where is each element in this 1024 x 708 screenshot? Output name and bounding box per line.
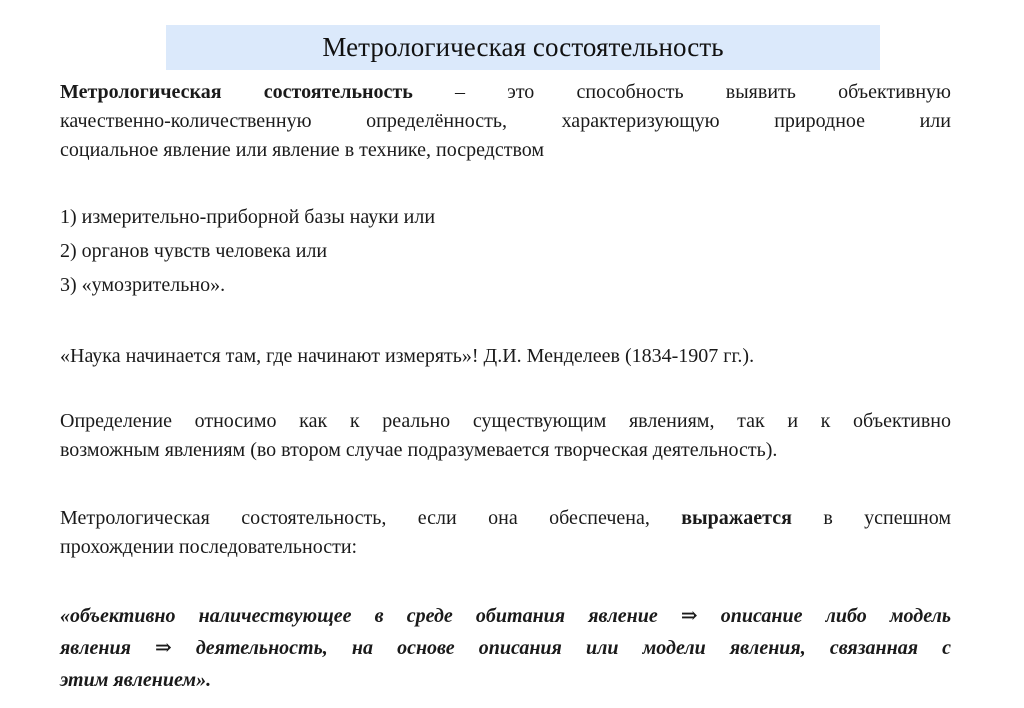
slide-title: Метрологическая состоятельность: [322, 32, 724, 62]
list-item-2: 2) органов чувств человека или: [60, 240, 328, 262]
definition-paragraph: [60, 78, 951, 165]
expression-bold-word: выражается: [681, 507, 792, 529]
definition-line-3: социальное явление или явление в технике, посредством: [60, 139, 545, 161]
list-item-1: 1) измерительно-приборной базы науки или: [60, 206, 436, 228]
list-item-3: 3) «умозрительно».: [60, 274, 226, 296]
definition-line-1: Метрологическая состоятельность – это способность выявить объективную: [60, 81, 951, 103]
note-line-2: возможным явлениям (во втором случае подразумевается творческая деятельность).: [60, 439, 778, 461]
sequence-line-2: явления ⇒ деятельность, на основе описания или модели явления, связанная с: [60, 637, 951, 659]
definition-line-2: качественно-количественную определённость, характеризующую природное или: [60, 110, 951, 132]
definition-term: Метрологическая состоятельность: [60, 81, 413, 103]
mendeleev-quote: «Наука начинается там, где начинают измерять»! Д.И. Менделеев (1834-1907 гг.).: [60, 345, 755, 367]
expression-line-1: Метрологическая состоятельность, если она обеспечена, выражается в успешном: [60, 507, 951, 529]
note-paragraph: [60, 407, 951, 465]
slide-title-bar: [166, 25, 880, 70]
sequence-paragraph: [60, 600, 951, 696]
expression-line-2: прохождении последовательности:: [60, 536, 358, 558]
sequence-line-3: этим явлением».: [60, 669, 212, 691]
expression-paragraph: [60, 504, 951, 562]
sequence-line-1: «объективно наличествующее в среде обитания явление ⇒ описание либо модель: [60, 605, 951, 627]
note-line-1: Определение относимо как к реально существующим явлениям, так и к объективно: [60, 410, 951, 432]
